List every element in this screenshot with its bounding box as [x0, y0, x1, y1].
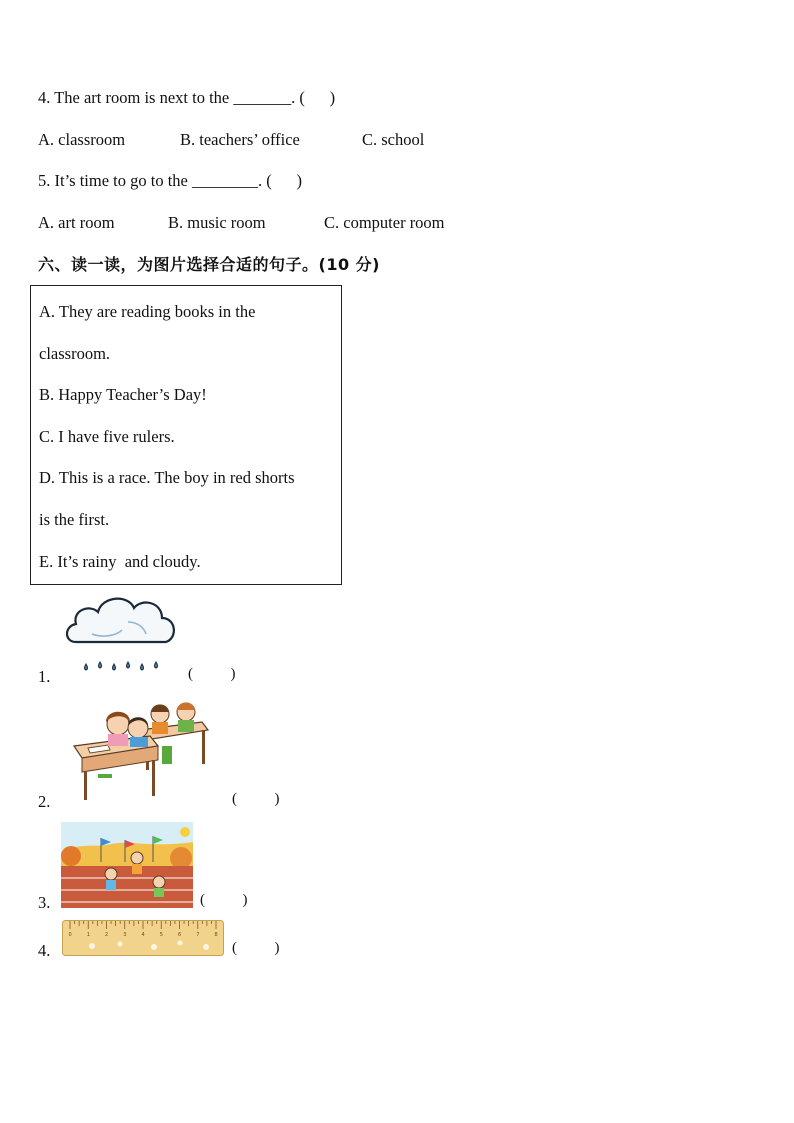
q4-option-a: A. classroom: [38, 130, 126, 149]
sentence-c: C. I have five rulers.: [39, 427, 175, 446]
picture-item-4-answer[interactable]: ( ): [232, 940, 280, 956]
sentence-e: E. It’s rainy and cloudy.: [39, 552, 201, 571]
question-4: 4. The art room is next to the _______. ( ): [38, 88, 336, 107]
ruler-tick-label: 0: [68, 932, 72, 938]
ruler-tick-label: 2: [105, 932, 109, 938]
picture-item-1-number: 1.: [38, 667, 51, 686]
question-5: 5. It’s time to go to the ________. ( ): [38, 171, 302, 190]
q4-option-b: B. teachers’ office: [180, 130, 300, 149]
q5-option-c: C. computer room: [324, 213, 445, 232]
ruler-tick-label: 3: [123, 932, 127, 938]
ruler-tick-label: 4: [141, 932, 145, 938]
race-picture: [61, 822, 193, 908]
picture-item-4-number: 4.: [38, 941, 51, 960]
sentence-box: [30, 285, 342, 585]
sentence-d-line2: is the first.: [39, 510, 110, 529]
picture-item-2-answer[interactable]: ( ): [232, 791, 280, 807]
ruler-picture: [62, 920, 224, 956]
section-heading: 六、读一读，为图片选择合适的句子。(10 分): [38, 255, 380, 274]
ruler-tick-label: 5: [159, 932, 163, 938]
sentence-d-line1: D. This is a race. The boy in red shorts: [39, 468, 295, 487]
ruler-tick-label: 8: [214, 932, 218, 938]
ruler-svg: [62, 920, 224, 956]
picture-item-3-answer[interactable]: ( ): [200, 892, 248, 908]
ruler-tick-label: 7: [196, 932, 200, 938]
sentence-b: B. Happy Teacher’s Day!: [39, 385, 207, 404]
q5-option-a: A. art room: [38, 213, 115, 232]
picture-item-3-number: 3.: [38, 893, 51, 912]
picture-item-1-answer[interactable]: ( ): [188, 666, 236, 682]
rain-cloud-icon: [62, 592, 178, 682]
ruler-tick-label: 1: [86, 932, 90, 938]
picture-item-2-number: 2.: [38, 792, 51, 811]
ruler-tick-label: 6: [178, 932, 182, 938]
sentence-a-line2: classroom.: [39, 344, 111, 363]
classroom-reading-picture: [62, 700, 212, 804]
sentence-a-line1: A. They are reading books in the: [39, 302, 256, 321]
q4-option-c: C. school: [362, 130, 425, 149]
q5-option-b: B. music room: [168, 213, 266, 232]
